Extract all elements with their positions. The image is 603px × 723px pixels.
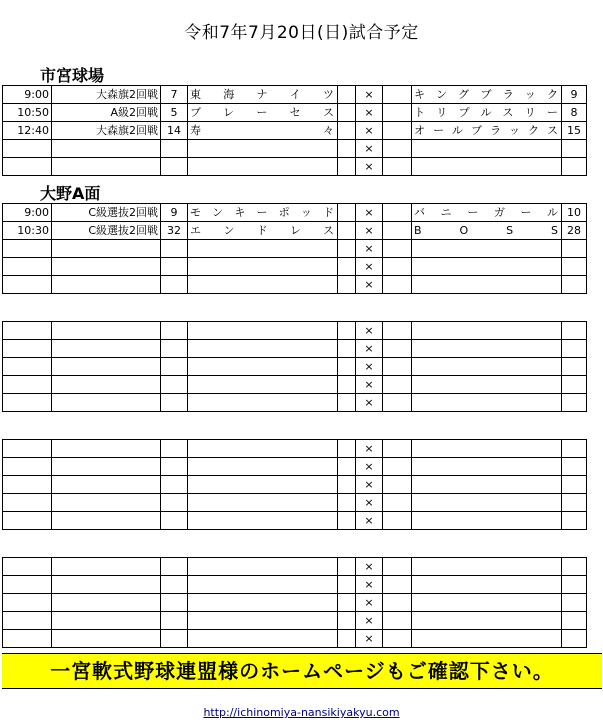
match-row xyxy=(3,558,587,576)
team1-name xyxy=(188,512,338,530)
team1-name xyxy=(188,612,338,630)
team1-number xyxy=(161,276,188,294)
team1-name xyxy=(188,440,338,458)
team2-number: 8 xyxy=(562,104,587,122)
match-row xyxy=(3,512,587,530)
team1-number xyxy=(161,158,188,176)
versus-mark: × xyxy=(356,558,383,576)
team1-name xyxy=(188,594,338,612)
spacer-cell xyxy=(338,394,356,412)
team2-name xyxy=(412,558,562,576)
match-category xyxy=(52,358,161,376)
spacer-cell xyxy=(338,558,356,576)
match-category xyxy=(52,276,161,294)
team2-name: オールブラックス xyxy=(412,122,562,140)
homepage-link[interactable]: http://ichinomiya-nansikiyakyu.com xyxy=(203,706,400,719)
team1-name xyxy=(188,240,338,258)
team1-number xyxy=(161,440,188,458)
match-category xyxy=(52,512,161,530)
match-row xyxy=(3,222,587,240)
match-row xyxy=(3,86,587,104)
match-row xyxy=(3,358,587,376)
spacer-cell xyxy=(383,340,412,358)
match-row xyxy=(3,158,587,176)
match-category xyxy=(52,440,161,458)
versus-mark: × xyxy=(356,476,383,494)
match-category: 大森旗2回戦 xyxy=(52,86,161,104)
team2-name xyxy=(412,594,562,612)
match-time xyxy=(3,394,52,412)
team1-name xyxy=(188,476,338,494)
spacer-cell xyxy=(383,512,412,530)
team1-number xyxy=(161,358,188,376)
team1-name xyxy=(188,630,338,648)
spacer-cell xyxy=(338,340,356,358)
spacer-cell xyxy=(383,276,412,294)
team2-name xyxy=(412,630,562,648)
match-time xyxy=(3,594,52,612)
match-row xyxy=(3,458,587,476)
versus-mark: × xyxy=(356,222,383,240)
spacer-cell xyxy=(338,104,356,122)
team1-name xyxy=(188,358,338,376)
match-time xyxy=(3,440,52,458)
schedule-table-1 xyxy=(2,85,587,176)
match-time xyxy=(3,612,52,630)
versus-mark: × xyxy=(356,104,383,122)
versus-mark: × xyxy=(356,630,383,648)
team2-number xyxy=(562,576,587,594)
team1-number xyxy=(161,322,188,340)
team1-name xyxy=(188,494,338,512)
versus-mark: × xyxy=(356,86,383,104)
match-row xyxy=(3,494,587,512)
spacer-cell xyxy=(338,122,356,140)
spacer-cell xyxy=(338,222,356,240)
team2-number xyxy=(562,458,587,476)
schedule-table-4 xyxy=(2,439,587,530)
team1-number xyxy=(161,258,188,276)
team1-number xyxy=(161,376,188,394)
team2-number xyxy=(562,594,587,612)
match-row xyxy=(3,476,587,494)
match-time xyxy=(3,340,52,358)
spacer-cell xyxy=(383,376,412,394)
versus-mark: × xyxy=(356,376,383,394)
match-category xyxy=(52,612,161,630)
team1-name xyxy=(188,394,338,412)
match-category: C級選抜2回戦 xyxy=(52,222,161,240)
match-category xyxy=(52,322,161,340)
versus-mark: × xyxy=(356,258,383,276)
team2-name xyxy=(412,612,562,630)
spacer-cell xyxy=(338,140,356,158)
team2-name xyxy=(412,394,562,412)
spacer-cell xyxy=(338,494,356,512)
team1-number xyxy=(161,494,188,512)
versus-mark: × xyxy=(356,612,383,630)
team1-number xyxy=(161,340,188,358)
team1-number xyxy=(161,612,188,630)
team2-number: 28 xyxy=(562,222,587,240)
match-row xyxy=(3,204,587,222)
match-row xyxy=(3,276,587,294)
match-row xyxy=(3,122,587,140)
team1-name: ブレーセス xyxy=(188,104,338,122)
match-category xyxy=(52,458,161,476)
match-row xyxy=(3,612,587,630)
spacer-cell xyxy=(383,222,412,240)
team1-number: 14 xyxy=(161,122,188,140)
team2-number xyxy=(562,630,587,648)
page-title: 令和7年7月20日(日)試合予定 xyxy=(184,23,419,43)
spacer-cell xyxy=(383,612,412,630)
team2-name xyxy=(412,276,562,294)
spacer-cell xyxy=(338,158,356,176)
team1-number xyxy=(161,558,188,576)
match-row xyxy=(3,104,587,122)
versus-mark: × xyxy=(356,594,383,612)
spacer-cell xyxy=(383,630,412,648)
match-time xyxy=(3,576,52,594)
match-category xyxy=(52,476,161,494)
versus-mark: × xyxy=(356,494,383,512)
match-time xyxy=(3,458,52,476)
spacer-cell xyxy=(338,458,356,476)
team2-number xyxy=(562,494,587,512)
match-category xyxy=(52,394,161,412)
spacer-cell xyxy=(383,476,412,494)
spacer-cell xyxy=(338,258,356,276)
team2-name xyxy=(412,140,562,158)
venue-heading-1: 市宮球場 xyxy=(40,66,105,85)
match-time xyxy=(3,630,52,648)
versus-mark: × xyxy=(356,122,383,140)
team1-name xyxy=(188,276,338,294)
team1-number xyxy=(161,630,188,648)
match-row xyxy=(3,594,587,612)
team1-number: 9 xyxy=(161,204,188,222)
match-category xyxy=(52,258,161,276)
spacer-cell xyxy=(338,440,356,458)
match-category xyxy=(52,240,161,258)
venue-heading-2: 大野A面 xyxy=(40,184,101,203)
spacer-cell xyxy=(338,358,356,376)
match-time xyxy=(3,140,52,158)
match-category xyxy=(52,494,161,512)
team2-name xyxy=(412,476,562,494)
spacer-cell xyxy=(338,512,356,530)
match-row xyxy=(3,440,587,458)
match-time xyxy=(3,358,52,376)
team1-number xyxy=(161,240,188,258)
spacer-cell xyxy=(338,576,356,594)
match-time: 10:50 xyxy=(3,104,52,122)
match-row xyxy=(3,258,587,276)
spacer-cell xyxy=(338,86,356,104)
spacer-cell xyxy=(383,140,412,158)
match-category: C級選抜2回戦 xyxy=(52,204,161,222)
team1-name xyxy=(188,340,338,358)
team2-number xyxy=(562,140,587,158)
match-category xyxy=(52,340,161,358)
spacer-cell xyxy=(383,458,412,476)
team1-name xyxy=(188,158,338,176)
team2-number: 9 xyxy=(562,86,587,104)
team2-number xyxy=(562,240,587,258)
team2-name xyxy=(412,340,562,358)
team2-name xyxy=(412,512,562,530)
team2-number xyxy=(562,394,587,412)
spacer-cell xyxy=(383,594,412,612)
versus-mark: × xyxy=(356,458,383,476)
spacer-cell xyxy=(338,240,356,258)
match-category: 大森旗2回戦 xyxy=(52,122,161,140)
team1-name xyxy=(188,376,338,394)
team2-number: 10 xyxy=(562,204,587,222)
team2-number xyxy=(562,322,587,340)
team1-name: 東 海 ナ イ ツ xyxy=(188,86,338,104)
team2-name: B O S S xyxy=(412,222,562,240)
versus-mark: × xyxy=(356,158,383,176)
team1-number xyxy=(161,140,188,158)
team2-name xyxy=(412,158,562,176)
team2-number xyxy=(562,276,587,294)
spacer-cell xyxy=(338,612,356,630)
team1-name: モンキーポッド xyxy=(188,204,338,222)
match-time xyxy=(3,322,52,340)
team2-name xyxy=(412,494,562,512)
spacer-cell xyxy=(338,276,356,294)
versus-mark: × xyxy=(356,140,383,158)
match-time: 12:40 xyxy=(3,122,52,140)
versus-mark: × xyxy=(356,340,383,358)
schedule-table-3 xyxy=(2,321,587,412)
spacer-cell xyxy=(338,376,356,394)
team2-number: 15 xyxy=(562,122,587,140)
match-row xyxy=(3,322,587,340)
notice-banner: 一宮軟式野球連盟様のホームページもご確認下さい。 xyxy=(2,653,602,689)
team2-number xyxy=(562,612,587,630)
team2-name xyxy=(412,358,562,376)
match-row xyxy=(3,576,587,594)
match-time xyxy=(3,276,52,294)
spacer-cell xyxy=(383,358,412,376)
team2-name: トリプルスリー xyxy=(412,104,562,122)
team1-number xyxy=(161,594,188,612)
team1-number xyxy=(161,458,188,476)
versus-mark: × xyxy=(356,440,383,458)
spacer-cell xyxy=(383,322,412,340)
versus-mark: × xyxy=(356,276,383,294)
spacer-cell xyxy=(338,476,356,494)
spacer-cell xyxy=(383,440,412,458)
team1-name xyxy=(188,576,338,594)
spacer-cell xyxy=(338,204,356,222)
team1-number: 7 xyxy=(161,86,188,104)
spacer-cell xyxy=(383,86,412,104)
spacer-cell xyxy=(338,630,356,648)
match-category xyxy=(52,158,161,176)
versus-mark: × xyxy=(356,576,383,594)
match-row xyxy=(3,240,587,258)
team2-name xyxy=(412,240,562,258)
spacer-cell xyxy=(383,158,412,176)
team2-number xyxy=(562,340,587,358)
team2-number xyxy=(562,476,587,494)
team2-number xyxy=(562,558,587,576)
team1-number xyxy=(161,512,188,530)
team1-name xyxy=(188,258,338,276)
spacer-cell xyxy=(338,594,356,612)
team2-name xyxy=(412,258,562,276)
match-time xyxy=(3,512,52,530)
match-category xyxy=(52,630,161,648)
team1-name xyxy=(188,322,338,340)
team2-name xyxy=(412,458,562,476)
match-time xyxy=(3,258,52,276)
match-category xyxy=(52,140,161,158)
match-row xyxy=(3,376,587,394)
versus-mark: × xyxy=(356,240,383,258)
team2-name xyxy=(412,576,562,594)
versus-mark: × xyxy=(356,512,383,530)
spacer-cell xyxy=(383,204,412,222)
match-row xyxy=(3,394,587,412)
match-category xyxy=(52,558,161,576)
team2-number xyxy=(562,358,587,376)
versus-mark: × xyxy=(356,322,383,340)
team1-name xyxy=(188,558,338,576)
versus-mark: × xyxy=(356,394,383,412)
match-row xyxy=(3,630,587,648)
spacer-cell xyxy=(383,558,412,576)
team1-name: 寿 々 xyxy=(188,122,338,140)
team1-number xyxy=(161,576,188,594)
match-time xyxy=(3,558,52,576)
match-category xyxy=(52,594,161,612)
team2-number xyxy=(562,512,587,530)
team2-name xyxy=(412,376,562,394)
match-category xyxy=(52,576,161,594)
team1-name xyxy=(188,458,338,476)
team2-name: キングブラック xyxy=(412,86,562,104)
match-row xyxy=(3,340,587,358)
team2-name xyxy=(412,322,562,340)
match-time: 9:00 xyxy=(3,204,52,222)
team2-number xyxy=(562,376,587,394)
team2-number xyxy=(562,258,587,276)
match-time xyxy=(3,476,52,494)
team1-name: エンドレス xyxy=(188,222,338,240)
spacer-cell xyxy=(338,322,356,340)
team1-number xyxy=(161,476,188,494)
team1-number: 5 xyxy=(161,104,188,122)
match-time xyxy=(3,158,52,176)
team1-number xyxy=(161,394,188,412)
match-time xyxy=(3,494,52,512)
team1-number: 32 xyxy=(161,222,188,240)
versus-mark: × xyxy=(356,204,383,222)
team2-number xyxy=(562,158,587,176)
spacer-cell xyxy=(383,576,412,594)
spacer-cell xyxy=(383,122,412,140)
team2-number xyxy=(562,440,587,458)
versus-mark: × xyxy=(356,358,383,376)
spacer-cell xyxy=(383,240,412,258)
spacer-cell xyxy=(383,494,412,512)
spacer-cell xyxy=(383,394,412,412)
spacer-cell xyxy=(383,258,412,276)
team1-name xyxy=(188,140,338,158)
team2-name xyxy=(412,440,562,458)
spacer-cell xyxy=(383,104,412,122)
team2-name: バニーガール xyxy=(412,204,562,222)
match-time: 9:00 xyxy=(3,86,52,104)
match-time xyxy=(3,240,52,258)
match-row xyxy=(3,140,587,158)
match-time: 10:30 xyxy=(3,222,52,240)
match-category: A級2回戦 xyxy=(52,104,161,122)
schedule-table-5 xyxy=(2,557,587,648)
match-time xyxy=(3,376,52,394)
schedule-table-2 xyxy=(2,203,587,294)
match-category xyxy=(52,376,161,394)
